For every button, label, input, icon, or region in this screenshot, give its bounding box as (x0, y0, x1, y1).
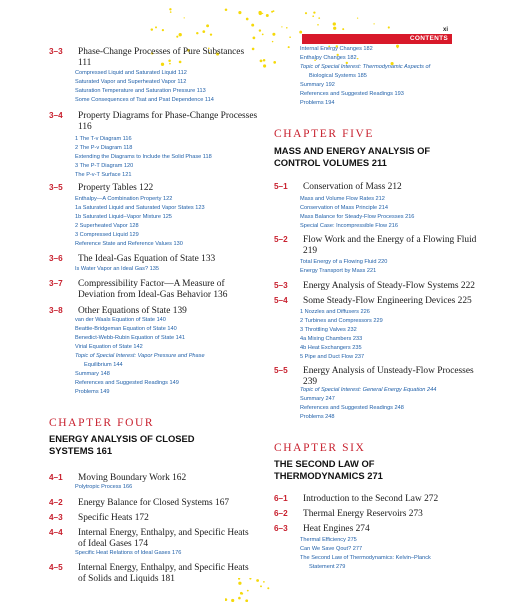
dot (273, 61, 276, 64)
chapter-label: CHAPTER SIX (274, 442, 366, 454)
subsection-entry: Beattie-Bridgeman Equation of State 140 (75, 326, 177, 332)
page-number: xi (442, 27, 448, 33)
section-number: 5–1 (274, 182, 288, 191)
subsection-entry: Benedict-Webb-Rubin Equation of State 141 (75, 335, 185, 341)
section-title: Other Equations of State 139 (78, 306, 187, 316)
subsection-entry: Problems 194 (300, 100, 335, 106)
dot (231, 599, 234, 602)
dot (397, 47, 399, 49)
dot (357, 17, 358, 18)
dot (247, 590, 249, 592)
subsection-entry: Summary 192 (300, 82, 335, 88)
section-title: Internal Energy, Enthalpy, and Specific Heats of Ideal Gases 174 (78, 528, 249, 549)
dot (263, 64, 266, 67)
subsection-entry: The P-v-T Surface 121 (75, 172, 132, 178)
section-title: Heat Engines 274 (303, 524, 370, 534)
subsection-entry: 1a Saturated Liquid and Saturated Vapor States 123 (75, 205, 205, 211)
dot (266, 14, 269, 17)
subsection-entry: Total Energy of a Flowing Fluid 220 (300, 259, 388, 265)
section-number: 4–1 (49, 473, 63, 482)
section-label: CONTENTS (302, 34, 452, 44)
subsection-entry: Mass Balance for Steady-Flow Processes 216 (300, 214, 415, 220)
section-number: 6–1 (274, 494, 288, 503)
subsection-entry: van der Waals Equation of State 140 (75, 317, 166, 323)
dot (271, 11, 273, 13)
subsection-entry: Biological Systems 185 (309, 73, 367, 79)
subsection-entry: 1 Nozzles and Diffusers 226 (300, 309, 370, 315)
dot (206, 24, 209, 27)
section-number: 3–5 (49, 183, 63, 192)
subsection-entry: Saturation Temperature and Saturation Pressure 113 (75, 88, 206, 94)
dot (259, 29, 261, 31)
subsection-entry: Virial Equation of State 142 (75, 344, 143, 350)
dot (184, 17, 185, 18)
subsection-entry: 2 The P-v Diagram 118 (75, 145, 133, 151)
dot (357, 58, 359, 60)
dot (245, 599, 248, 602)
subsection-entry: Mass and Volume Flow Rates 212 (300, 196, 385, 202)
subsection-entry: 4b Heat Exchangers 235 (300, 345, 362, 351)
subsection-entry: Summary 148 (75, 371, 110, 377)
dot (202, 30, 205, 33)
dot (162, 29, 164, 31)
subsection-entry: Reference State and Reference Values 130 (75, 241, 183, 247)
dot (169, 8, 171, 10)
subsection-entry: Topic of Special Interest: Thermodynamic Aspects of (300, 64, 431, 70)
section-title: Compressibility Factor—A Measure of Deviation from Ideal-Gas Behavior 136 (78, 279, 228, 300)
section-number: 3–3 (49, 47, 63, 56)
subsection-entry: Polytropic Process 166 (75, 484, 133, 490)
chapter-label: CHAPTER FOUR (49, 417, 155, 429)
subsection-entry: Can We Save Qout? 277 (300, 546, 363, 552)
dot (246, 18, 249, 21)
dot (263, 59, 266, 62)
section-title: Energy Balance for Closed Systems 167 (78, 498, 230, 508)
subsection-entry: Statement 279 (309, 564, 346, 570)
chapter-title: THE SECOND LAW OF THERMODYNAMICS 271 (274, 458, 383, 481)
dot (240, 592, 243, 595)
section-title: Some Steady-Flow Engineering Devices 225 (303, 296, 472, 306)
page-header (302, 27, 452, 44)
dot (333, 22, 336, 25)
section-number: 4–3 (49, 513, 63, 522)
subsection-entry: Extending the Diagrams to Include the Solid Phase 118 (75, 154, 212, 160)
dot (263, 581, 265, 583)
section-title: Property Tables 122 (78, 183, 154, 193)
subsection-entry: Enthalpy—A Combination Property 122 (75, 196, 173, 202)
dot (272, 41, 273, 42)
subsection-entry: 3 Compressed Liquid 129 (75, 232, 139, 238)
dot (238, 11, 241, 14)
section-number: 6–3 (274, 524, 288, 533)
subsection-entry: Thermal Efficiency 275 (300, 537, 357, 543)
section-number: 4–5 (49, 563, 63, 572)
subsection-entry: Internal Energy Changes 182 (300, 46, 373, 52)
subsection-entry: References and Suggested Readings 149 (75, 380, 179, 386)
section-number: 3–8 (49, 306, 63, 315)
subsection-entry: 2 Turbines and Compressors 229 (300, 318, 383, 324)
dot (260, 60, 263, 63)
subsection-entry: Enthalpy Changes 182 (300, 55, 357, 61)
subsection-entry: 2 Superheated Vapor 128 (75, 223, 139, 229)
section-number: 5–5 (274, 366, 288, 375)
subsection-entry: Summary 247 (300, 396, 335, 402)
dot (312, 15, 314, 17)
dot (286, 27, 288, 29)
subsection-entry: Conservation of Mass Principle 214 (300, 205, 388, 211)
dot (373, 23, 374, 24)
subsection-entry: Problems 149 (75, 389, 110, 395)
subsection-entry: Some Consequences of Tsat and Psat Dependence 114 (75, 97, 214, 103)
dot (313, 11, 315, 13)
dot (288, 46, 290, 48)
dot (225, 9, 228, 12)
dot (155, 26, 157, 28)
dot (225, 598, 227, 601)
section-number: 3–7 (49, 279, 63, 288)
subsection-entry: 3 Throttling Valves 232 (300, 327, 357, 333)
dot (260, 585, 262, 587)
section-title: Introduction to the Second Law 272 (303, 494, 439, 504)
subsection-entry: Saturated Vapor and Superheated Vapor 112 (75, 79, 187, 85)
dot (196, 32, 198, 34)
subsection-entry: References and Suggested Readings 193 (300, 91, 404, 97)
section-title: Specific Heats 172 (78, 513, 149, 523)
subsection-entry: References and Suggested Readings 248 (300, 405, 404, 411)
chapter-label: CHAPTER FIVE (274, 128, 375, 140)
dot (179, 33, 182, 36)
subsection-entry: Topic of Special Interest: General Energy Equation 244 (300, 387, 437, 393)
dot (267, 587, 269, 589)
section-title: Internal Energy, Enthalpy, and Specific Heats of Solids and Liquids 181 (78, 563, 249, 584)
subsection-entry: 4a Mixing Chambers 233 (300, 336, 363, 342)
section-title: Energy Analysis of Unsteady-Flow Processes 239 (303, 366, 474, 387)
subsection-entry: The Second Law of Thermodynamics: Kelvin–Planck (300, 555, 431, 561)
section-number: 3–6 (49, 254, 63, 263)
dot (258, 11, 261, 14)
section-title: Phase-Change Processes of Pure Substances 111 (78, 47, 245, 68)
section-number: 6–2 (274, 509, 288, 518)
dot (289, 36, 291, 38)
section-number: 4–2 (49, 498, 63, 507)
section-title: Flow Work and the Energy of a Flowing Fluid 219 (303, 235, 477, 256)
dot (318, 17, 320, 19)
section-number: 5–3 (274, 281, 288, 290)
subsection-entry: Compressed Liquid and Saturated Liquid 112 (75, 70, 187, 76)
dot (281, 26, 282, 27)
subsection-entry: Problems 248 (300, 414, 335, 420)
dot (151, 28, 153, 30)
subsection-entry: Topic of Special Interest: Vapor Pressure and Phase (75, 353, 205, 359)
subsection-entry: Equilibrium 144 (84, 362, 123, 368)
chapter-title: ENERGY ANALYSIS OF CLOSED SYSTEMS 161 (49, 433, 195, 456)
chapter-title: MASS AND ENERGY ANALYSIS OF CONTROL VOLUMES 211 (274, 145, 431, 168)
dot (251, 24, 254, 27)
dot (262, 13, 263, 14)
section-number: 5–4 (274, 296, 288, 305)
section-title: The Ideal-Gas Equation of State 133 (78, 254, 216, 264)
section-title: Conservation of Mass 212 (303, 182, 402, 192)
dot (305, 12, 307, 14)
section-title: Property Diagrams for Phase-Change Processes 116 (78, 111, 258, 132)
dot (238, 597, 241, 600)
subsection-entry: 3 The P-T Diagram 120 (75, 163, 134, 169)
section-title: Thermal Energy Reservoirs 273 (303, 509, 423, 519)
dot (317, 24, 319, 26)
dot (176, 36, 178, 38)
subsection-entry: 5 Pipe and Duct Flow 237 (300, 354, 365, 360)
dot (272, 33, 275, 36)
section-title: Energy Analysis of Steady-Flow Systems 222 (303, 281, 475, 291)
section-title: Moving Boundary Work 162 (78, 473, 187, 483)
subsection-entry: Special Case: Incompressible Flow 216 (300, 223, 398, 229)
subsection-entry: Specific Heat Relations of Ideal Gases 176 (75, 550, 182, 556)
subsection-entry: 1 The T-v Diagram 116 (75, 136, 132, 142)
dot (170, 11, 172, 13)
subsection-entry: Energy Transport by Mass 221 (300, 268, 377, 274)
section-number: 4–4 (49, 528, 63, 537)
subsection-entry: Is Water Vapor an Ideal Gas? 135 (75, 266, 159, 272)
section-number: 3–4 (49, 111, 63, 120)
subsection-entry: 1b Saturated Liquid–Vapor Mixture 125 (75, 214, 172, 220)
section-number: 5–2 (274, 235, 288, 244)
dot (262, 34, 264, 36)
dot (253, 37, 256, 40)
dot (210, 33, 212, 35)
